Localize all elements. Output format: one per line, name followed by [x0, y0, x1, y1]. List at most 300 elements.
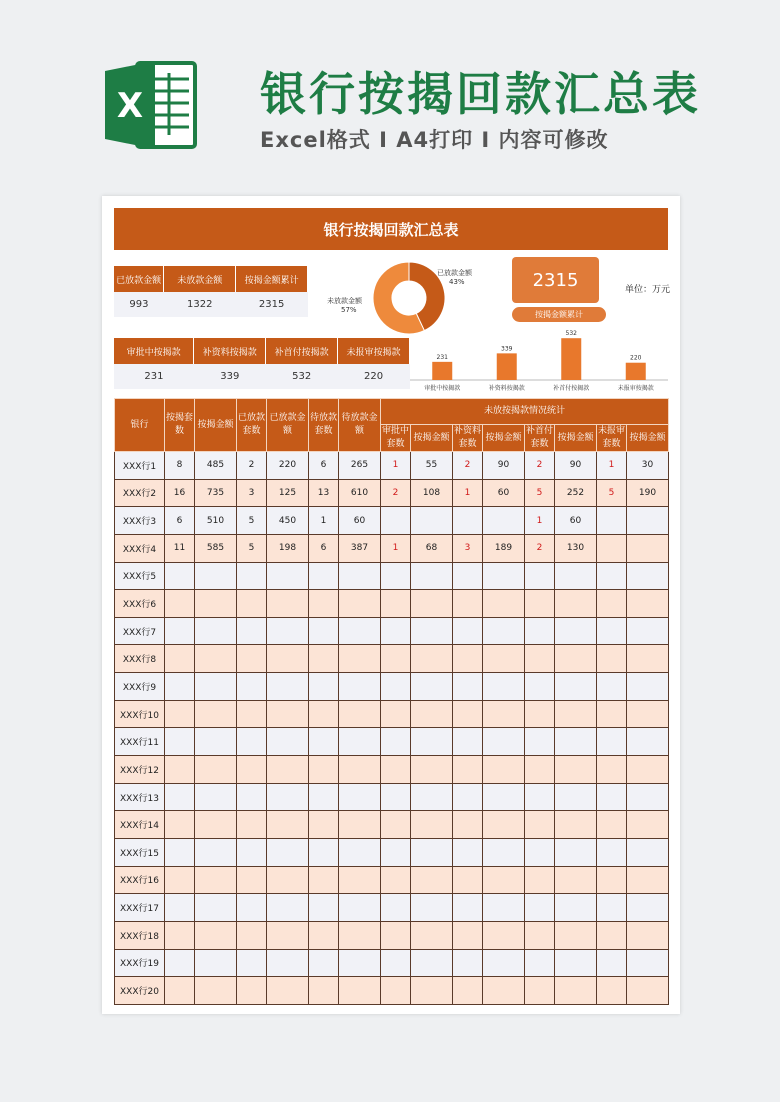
table-cell[interactable]: [195, 811, 237, 839]
table-cell[interactable]: [525, 921, 555, 949]
table-cell[interactable]: [267, 617, 309, 645]
table-cell[interactable]: [165, 977, 195, 1005]
table-cell[interactable]: 387: [339, 534, 381, 562]
table-cell[interactable]: [627, 921, 669, 949]
table-cell[interactable]: 485: [195, 452, 237, 480]
table-cell[interactable]: 1: [309, 507, 339, 535]
table-cell[interactable]: [555, 921, 597, 949]
bank-name-cell[interactable]: XXX行8: [115, 645, 165, 673]
table-cell[interactable]: [195, 700, 237, 728]
table-cell[interactable]: [483, 949, 525, 977]
table-cell[interactable]: [237, 783, 267, 811]
table-cell[interactable]: [555, 838, 597, 866]
table-cell[interactable]: [483, 645, 525, 673]
table-cell[interactable]: [555, 811, 597, 839]
table-cell[interactable]: [381, 700, 411, 728]
table-cell[interactable]: [381, 783, 411, 811]
table-cell[interactable]: [237, 977, 267, 1005]
table-cell[interactable]: [195, 977, 237, 1005]
table-cell[interactable]: [525, 756, 555, 784]
table-cell[interactable]: [381, 838, 411, 866]
table-cell[interactable]: [555, 756, 597, 784]
table-cell[interactable]: [627, 977, 669, 1005]
table-cell[interactable]: [627, 617, 669, 645]
table-cell[interactable]: [381, 894, 411, 922]
table-cell[interactable]: 585: [195, 534, 237, 562]
table-cell[interactable]: [627, 590, 669, 618]
table-cell[interactable]: [309, 756, 339, 784]
table-cell[interactable]: [339, 756, 381, 784]
table-cell[interactable]: [597, 756, 627, 784]
table-cell[interactable]: [237, 894, 267, 922]
table-cell[interactable]: [627, 783, 669, 811]
table-cell[interactable]: [237, 866, 267, 894]
table-cell[interactable]: 5: [597, 479, 627, 507]
table-cell[interactable]: [411, 783, 453, 811]
bank-name-cell[interactable]: XXX行16: [115, 866, 165, 894]
bank-name-cell[interactable]: XXX行20: [115, 977, 165, 1005]
table-cell[interactable]: [597, 949, 627, 977]
table-cell[interactable]: [411, 562, 453, 590]
table-cell[interactable]: [597, 534, 627, 562]
bank-name-cell[interactable]: XXX行7: [115, 617, 165, 645]
table-cell[interactable]: 3: [453, 534, 483, 562]
table-cell[interactable]: [165, 838, 195, 866]
table-cell[interactable]: [483, 921, 525, 949]
table-cell[interactable]: 2: [453, 452, 483, 480]
table-cell[interactable]: [309, 645, 339, 673]
table-cell[interactable]: 265: [339, 452, 381, 480]
table-cell[interactable]: [165, 700, 195, 728]
table-cell[interactable]: [339, 838, 381, 866]
table-cell[interactable]: [339, 728, 381, 756]
bank-name-cell[interactable]: XXX行9: [115, 673, 165, 701]
table-cell[interactable]: [453, 894, 483, 922]
table-cell[interactable]: [411, 866, 453, 894]
table-cell[interactable]: [483, 756, 525, 784]
table-cell[interactable]: [525, 700, 555, 728]
table-cell[interactable]: [453, 645, 483, 673]
bank-name-cell[interactable]: XXX行13: [115, 783, 165, 811]
table-cell[interactable]: [267, 921, 309, 949]
table-cell[interactable]: [453, 783, 483, 811]
table-cell[interactable]: [555, 617, 597, 645]
bank-name-cell[interactable]: XXX行2: [115, 479, 165, 507]
table-cell[interactable]: [309, 700, 339, 728]
table-cell[interactable]: [597, 507, 627, 535]
table-cell[interactable]: [597, 866, 627, 894]
table-cell[interactable]: [483, 977, 525, 1005]
table-cell[interactable]: [453, 949, 483, 977]
table-cell[interactable]: [411, 700, 453, 728]
table-cell[interactable]: [195, 838, 237, 866]
table-cell[interactable]: [339, 645, 381, 673]
table-cell[interactable]: [627, 645, 669, 673]
table-cell[interactable]: [339, 617, 381, 645]
table-cell[interactable]: [627, 838, 669, 866]
table-cell[interactable]: [483, 700, 525, 728]
table-cell[interactable]: 1: [381, 534, 411, 562]
table-cell[interactable]: [597, 838, 627, 866]
bank-name-cell[interactable]: XXX行5: [115, 562, 165, 590]
table-cell[interactable]: 68: [411, 534, 453, 562]
bank-name-cell[interactable]: XXX行6: [115, 590, 165, 618]
table-cell[interactable]: [381, 562, 411, 590]
table-cell[interactable]: [483, 783, 525, 811]
table-cell[interactable]: [165, 645, 195, 673]
table-cell[interactable]: [267, 949, 309, 977]
table-cell[interactable]: [309, 590, 339, 618]
bank-name-cell[interactable]: XXX行17: [115, 894, 165, 922]
table-cell[interactable]: 510: [195, 507, 237, 535]
table-cell[interactable]: [309, 673, 339, 701]
table-cell[interactable]: [627, 562, 669, 590]
table-cell[interactable]: [267, 894, 309, 922]
table-cell[interactable]: [483, 866, 525, 894]
table-cell[interactable]: [555, 673, 597, 701]
table-cell[interactable]: [339, 894, 381, 922]
table-cell[interactable]: [453, 977, 483, 1005]
table-cell[interactable]: [267, 866, 309, 894]
table-cell[interactable]: [381, 921, 411, 949]
table-cell[interactable]: [627, 673, 669, 701]
table-cell[interactable]: [411, 921, 453, 949]
table-cell[interactable]: [525, 894, 555, 922]
table-cell[interactable]: 2: [381, 479, 411, 507]
table-cell[interactable]: [237, 838, 267, 866]
table-cell[interactable]: [627, 728, 669, 756]
table-cell[interactable]: [381, 811, 411, 839]
bank-name-cell[interactable]: XXX行1: [115, 452, 165, 480]
table-cell[interactable]: [411, 673, 453, 701]
table-cell[interactable]: 1: [381, 452, 411, 480]
table-cell[interactable]: 13: [309, 479, 339, 507]
table-cell[interactable]: [555, 977, 597, 1005]
table-cell[interactable]: [165, 783, 195, 811]
table-cell[interactable]: [195, 673, 237, 701]
table-cell[interactable]: [339, 562, 381, 590]
table-cell[interactable]: 252: [555, 479, 597, 507]
table-cell[interactable]: [267, 838, 309, 866]
table-cell[interactable]: [555, 645, 597, 673]
table-cell[interactable]: [525, 949, 555, 977]
table-cell[interactable]: [525, 811, 555, 839]
table-cell[interactable]: [411, 728, 453, 756]
table-cell[interactable]: [555, 562, 597, 590]
table-cell[interactable]: [453, 756, 483, 784]
table-cell[interactable]: 220: [267, 452, 309, 480]
table-cell[interactable]: 90: [555, 452, 597, 480]
table-cell[interactable]: [597, 590, 627, 618]
table-cell[interactable]: 11: [165, 534, 195, 562]
table-cell[interactable]: 6: [309, 534, 339, 562]
table-cell[interactable]: 60: [339, 507, 381, 535]
table-cell[interactable]: [381, 949, 411, 977]
table-cell[interactable]: [165, 949, 195, 977]
table-cell[interactable]: [627, 507, 669, 535]
table-cell[interactable]: [339, 949, 381, 977]
table-cell[interactable]: [597, 894, 627, 922]
table-cell[interactable]: 125: [267, 479, 309, 507]
bank-name-cell[interactable]: XXX行4: [115, 534, 165, 562]
table-cell[interactable]: 198: [267, 534, 309, 562]
table-cell[interactable]: 1: [525, 507, 555, 535]
bank-name-cell[interactable]: XXX行11: [115, 728, 165, 756]
table-cell[interactable]: [525, 977, 555, 1005]
table-cell[interactable]: 2: [237, 452, 267, 480]
table-cell[interactable]: [483, 590, 525, 618]
table-cell[interactable]: 450: [267, 507, 309, 535]
table-cell[interactable]: [597, 728, 627, 756]
bank-name-cell[interactable]: XXX行19: [115, 949, 165, 977]
table-cell[interactable]: [267, 783, 309, 811]
table-cell[interactable]: [165, 673, 195, 701]
table-cell[interactable]: 8: [165, 452, 195, 480]
table-cell[interactable]: [525, 590, 555, 618]
table-cell[interactable]: [453, 617, 483, 645]
table-cell[interactable]: [483, 894, 525, 922]
bank-name-cell[interactable]: XXX行12: [115, 756, 165, 784]
table-cell[interactable]: [339, 783, 381, 811]
table-cell[interactable]: [267, 590, 309, 618]
table-cell[interactable]: [309, 562, 339, 590]
table-cell[interactable]: [237, 617, 267, 645]
table-cell[interactable]: [453, 921, 483, 949]
table-cell[interactable]: [627, 534, 669, 562]
table-cell[interactable]: [453, 673, 483, 701]
table-cell[interactable]: [597, 921, 627, 949]
table-cell[interactable]: [597, 562, 627, 590]
table-cell[interactable]: [555, 783, 597, 811]
table-cell[interactable]: [555, 949, 597, 977]
table-cell[interactable]: 130: [555, 534, 597, 562]
table-cell[interactable]: [165, 756, 195, 784]
table-cell[interactable]: [237, 562, 267, 590]
table-cell[interactable]: [267, 811, 309, 839]
table-cell[interactable]: [339, 590, 381, 618]
table-cell[interactable]: [411, 756, 453, 784]
table-cell[interactable]: [309, 811, 339, 839]
table-cell[interactable]: [525, 838, 555, 866]
table-cell[interactable]: [597, 783, 627, 811]
table-cell[interactable]: [411, 590, 453, 618]
table-cell[interactable]: [195, 921, 237, 949]
table-cell[interactable]: [525, 673, 555, 701]
table-cell[interactable]: [165, 866, 195, 894]
table-cell[interactable]: [627, 700, 669, 728]
table-cell[interactable]: [525, 645, 555, 673]
table-cell[interactable]: [627, 866, 669, 894]
table-cell[interactable]: [453, 838, 483, 866]
table-cell[interactable]: [411, 949, 453, 977]
table-cell[interactable]: 190: [627, 479, 669, 507]
table-cell[interactable]: [195, 866, 237, 894]
table-cell[interactable]: 5: [237, 507, 267, 535]
table-cell[interactable]: [309, 617, 339, 645]
table-cell[interactable]: [309, 949, 339, 977]
table-cell[interactable]: [411, 811, 453, 839]
table-cell[interactable]: [237, 811, 267, 839]
table-cell[interactable]: [165, 562, 195, 590]
table-cell[interactable]: [381, 617, 411, 645]
table-cell[interactable]: [165, 921, 195, 949]
table-cell[interactable]: [237, 921, 267, 949]
table-cell[interactable]: [555, 728, 597, 756]
table-cell[interactable]: [627, 949, 669, 977]
table-cell[interactable]: [267, 562, 309, 590]
table-cell[interactable]: [381, 645, 411, 673]
table-cell[interactable]: [453, 728, 483, 756]
table-cell[interactable]: 60: [483, 479, 525, 507]
table-cell[interactable]: [267, 977, 309, 1005]
table-cell[interactable]: [267, 645, 309, 673]
table-cell[interactable]: [483, 838, 525, 866]
table-cell[interactable]: [309, 977, 339, 1005]
table-cell[interactable]: [339, 700, 381, 728]
table-cell[interactable]: [411, 645, 453, 673]
table-cell[interactable]: [237, 949, 267, 977]
table-cell[interactable]: 90: [483, 452, 525, 480]
table-cell[interactable]: [195, 562, 237, 590]
table-cell[interactable]: [381, 756, 411, 784]
table-cell[interactable]: [381, 507, 411, 535]
table-cell[interactable]: [237, 673, 267, 701]
table-cell[interactable]: [555, 590, 597, 618]
table-cell[interactable]: [483, 562, 525, 590]
table-cell[interactable]: [411, 507, 453, 535]
table-cell[interactable]: [525, 783, 555, 811]
table-cell[interactable]: [453, 562, 483, 590]
table-cell[interactable]: [309, 894, 339, 922]
table-cell[interactable]: [165, 894, 195, 922]
table-cell[interactable]: [267, 700, 309, 728]
table-cell[interactable]: 30: [627, 452, 669, 480]
table-cell[interactable]: [453, 590, 483, 618]
table-cell[interactable]: [309, 783, 339, 811]
table-cell[interactable]: [597, 700, 627, 728]
table-cell[interactable]: [237, 728, 267, 756]
table-cell[interactable]: [525, 728, 555, 756]
bank-name-cell[interactable]: XXX行15: [115, 838, 165, 866]
table-cell[interactable]: [195, 756, 237, 784]
table-cell[interactable]: [267, 673, 309, 701]
table-cell[interactable]: [627, 756, 669, 784]
table-cell[interactable]: [339, 811, 381, 839]
table-cell[interactable]: 16: [165, 479, 195, 507]
table-cell[interactable]: [195, 949, 237, 977]
table-cell[interactable]: [165, 590, 195, 618]
table-cell[interactable]: [483, 507, 525, 535]
table-cell[interactable]: [555, 866, 597, 894]
table-cell[interactable]: [411, 977, 453, 1005]
bank-name-cell[interactable]: XXX行14: [115, 811, 165, 839]
table-cell[interactable]: [237, 645, 267, 673]
table-cell[interactable]: 5: [237, 534, 267, 562]
table-cell[interactable]: [597, 673, 627, 701]
table-cell[interactable]: [627, 894, 669, 922]
table-cell[interactable]: 55: [411, 452, 453, 480]
table-cell[interactable]: [597, 645, 627, 673]
table-cell[interactable]: [411, 894, 453, 922]
table-cell[interactable]: [309, 838, 339, 866]
table-cell[interactable]: [165, 617, 195, 645]
table-cell[interactable]: 1: [597, 452, 627, 480]
bank-name-cell[interactable]: XXX行18: [115, 921, 165, 949]
table-cell[interactable]: [309, 728, 339, 756]
table-cell[interactable]: [525, 866, 555, 894]
table-cell[interactable]: 2: [525, 452, 555, 480]
table-cell[interactable]: [195, 728, 237, 756]
table-cell[interactable]: [195, 645, 237, 673]
table-cell[interactable]: [267, 756, 309, 784]
table-cell[interactable]: 610: [339, 479, 381, 507]
table-cell[interactable]: [309, 866, 339, 894]
table-cell[interactable]: [195, 783, 237, 811]
table-cell[interactable]: [195, 590, 237, 618]
table-cell[interactable]: [381, 728, 411, 756]
table-cell[interactable]: [483, 673, 525, 701]
table-cell[interactable]: 735: [195, 479, 237, 507]
table-cell[interactable]: [597, 617, 627, 645]
table-cell[interactable]: 108: [411, 479, 453, 507]
table-cell[interactable]: [381, 977, 411, 1005]
table-cell[interactable]: [453, 700, 483, 728]
table-cell[interactable]: [453, 811, 483, 839]
table-cell[interactable]: [165, 728, 195, 756]
table-cell[interactable]: [237, 756, 267, 784]
table-cell[interactable]: [237, 700, 267, 728]
table-cell[interactable]: 2: [525, 534, 555, 562]
table-cell[interactable]: [483, 728, 525, 756]
table-cell[interactable]: [267, 728, 309, 756]
table-cell[interactable]: [525, 562, 555, 590]
table-cell[interactable]: 189: [483, 534, 525, 562]
table-cell[interactable]: [411, 617, 453, 645]
table-cell[interactable]: [597, 811, 627, 839]
table-cell[interactable]: [555, 700, 597, 728]
table-cell[interactable]: 3: [237, 479, 267, 507]
table-cell[interactable]: [339, 673, 381, 701]
table-cell[interactable]: [483, 811, 525, 839]
table-cell[interactable]: [339, 921, 381, 949]
table-cell[interactable]: [381, 673, 411, 701]
table-cell[interactable]: [381, 866, 411, 894]
table-cell[interactable]: [453, 507, 483, 535]
table-cell[interactable]: [627, 811, 669, 839]
table-cell[interactable]: [483, 617, 525, 645]
table-cell[interactable]: [339, 866, 381, 894]
table-cell[interactable]: 6: [309, 452, 339, 480]
table-cell[interactable]: [237, 590, 267, 618]
table-cell[interactable]: 60: [555, 507, 597, 535]
table-cell[interactable]: 6: [165, 507, 195, 535]
table-cell[interactable]: [525, 617, 555, 645]
bank-name-cell[interactable]: XXX行10: [115, 700, 165, 728]
table-cell[interactable]: 1: [453, 479, 483, 507]
table-cell[interactable]: [555, 894, 597, 922]
bank-name-cell[interactable]: XXX行3: [115, 507, 165, 535]
table-cell[interactable]: [453, 866, 483, 894]
table-cell[interactable]: 5: [525, 479, 555, 507]
table-cell[interactable]: [309, 921, 339, 949]
table-cell[interactable]: [597, 977, 627, 1005]
table-cell[interactable]: [165, 811, 195, 839]
table-cell[interactable]: [339, 977, 381, 1005]
table-cell[interactable]: [195, 894, 237, 922]
table-cell[interactable]: [195, 617, 237, 645]
table-cell[interactable]: [411, 838, 453, 866]
table-cell[interactable]: [381, 590, 411, 618]
